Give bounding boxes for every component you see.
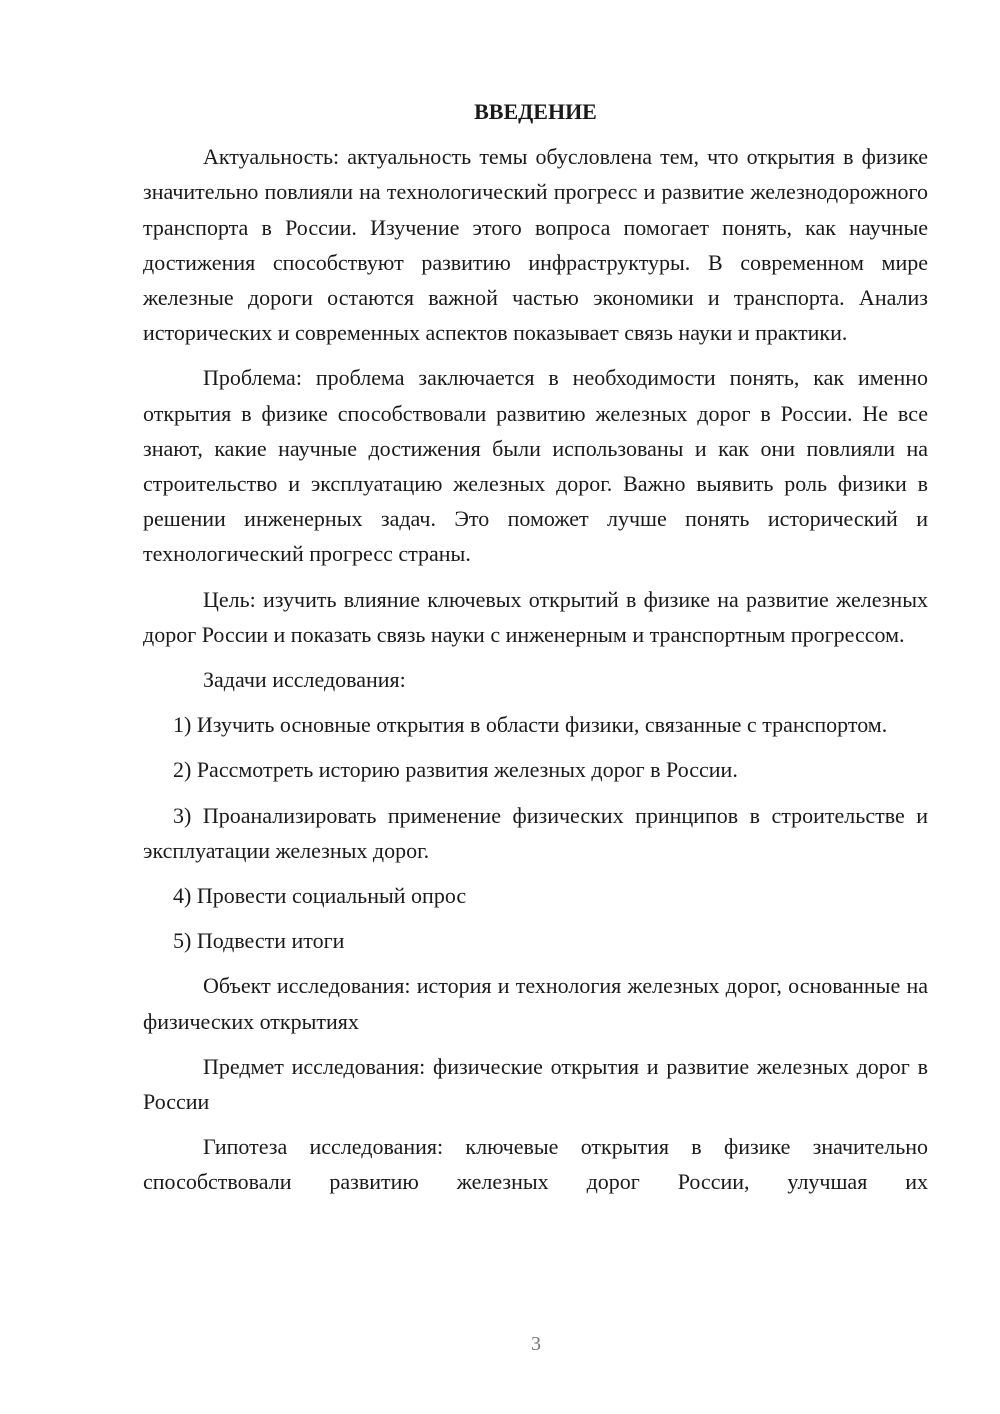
page-title: ВВЕДЕНИЕ: [474, 99, 597, 124]
list-item: 5) Подвести итоги: [173, 928, 345, 954]
list-item: 4) Провести социальный опрос: [173, 883, 467, 909]
paragraph-problem: Проблема: проблема заключается в необходимости понять, как именно открытия в физике способствовали развитию железных дорог в России. Не все знают, какие научные достижения были использованы и как они повлияли на строительство и эксплуатацию железных дорог. Важно выявить роль физики в решении инженерных задач. Это поможет лучше понять исторический и технологический прогресс страны.: [143, 365, 928, 567]
tasks-heading: Задачи исследования:: [203, 667, 406, 693]
paragraph-subject: Предмет исследования: физические открытия и развитие железных дорог в России: [143, 1053, 928, 1115]
tasks-list: [143, 707, 928, 958]
paragraph-relevance: Актуальность: актуальность темы обусловлена тем, что открытия в физике значительно повлияли на технологический прогресс и развитие железнодорожного транспорта в России. Изучение этого вопроса помогает понять, как научные достижения способствуют развитию инфраструктуры. В современном мире железные дороги остаются важной частью экономики и транспорта. Анализ исторических и современных аспектов показывает связь науки и практики.: [143, 144, 928, 346]
list-item: 3) Проанализировать применение физических принципов в строительстве и эксплуатации железных дорог.: [143, 802, 928, 863]
paragraph-goal: Цель: изучить влияние ключевых открытий в физике на развитие железных дорог России и показать связь науки с инженерным и транспортным прогрессом.: [143, 586, 928, 647]
page-number: 3: [531, 1333, 541, 1355]
paragraph-hypothesis: Гипотеза исследования: ключевые открытия в физике значительно способствовали развитию железных дорог России, улучшая их: [143, 1134, 928, 1195]
document-page: [143, 94, 928, 1210]
paragraph-object: Объект исследования: история и технология железных дорог, основанные на физических открытиях: [143, 973, 928, 1034]
list-item: 2) Рассмотреть историю развития железных дорог в России.: [173, 757, 738, 783]
list-item: 1) Изучить основные открытия в области физики, связанные с транспортом.: [173, 712, 888, 738]
